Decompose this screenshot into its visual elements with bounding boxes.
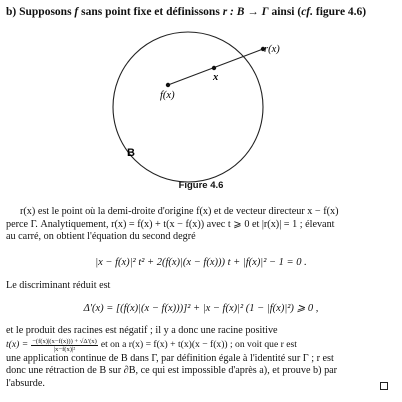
para3-line4: donc une rétraction de B sur ∂B, ce qui est impossible d'après a), et prouve b) par: [6, 365, 338, 377]
label-x: x: [213, 72, 219, 83]
intro-line: b) Supposons f sans point fixe et définissons r : B → Γ ainsi (cf. figure 4.6): [6, 6, 367, 18]
figure-caption: Figure 4.6: [178, 180, 224, 191]
para1-line2: perce Γ. Analytiquement, r(x) = f(x) + t(x − f(x)) avec t ⩾ 0 et |r(x)| = 1 ; élevant: [6, 218, 335, 230]
para3-line5: l'absurde.: [6, 378, 396, 391]
para1-line3: au carré, on obtient l'équation du second degré: [6, 231, 196, 243]
qed-square-icon: [380, 382, 388, 390]
para1-line1: r(x) est le point où la demi-droite d'origine f(x) et de vecteur directeur x − f(x): [20, 206, 339, 217]
paragraph-1: [6, 206, 396, 244]
label-r: r(x): [264, 44, 280, 55]
para3-line1: et le produit des racines est négatif ; il y a donc une racine positive: [6, 325, 278, 336]
fraction-denominator: |x−f(x)|²: [53, 345, 76, 353]
point-f: [166, 83, 170, 87]
equation-2: Δ′(x) = [(f(x)|(x − f(x)))]² + |x − f(x)|² (1 − |f(x)|²) ⩾ 0 ,: [83, 303, 319, 314]
paragraph-3: [6, 325, 396, 390]
label-f: f(x): [160, 90, 175, 101]
para3-line3: une application continue de B dans Γ, par définition égale à l'identité sur Γ ; r est: [6, 352, 334, 364]
para3-line2: t(x) = $\frac{-(f(x)|(x-f(x))) + √\Delta'(x)}{\text{|x−f(x)|²}}$ et on a r(x) = f(x) + t(x)(x − f(x)) ; on voit que r est: [6, 337, 297, 353]
label-B: B: [127, 147, 135, 159]
fraction: [31, 338, 98, 353]
fraction-numerator: −(f(x)|(x−f(x))) + √Δ′(x): [32, 337, 97, 345]
equation-1: |x − f(x)|² t² + 2(f(x)|(x − f(x))) t + |f(x)|² − 1 = 0 .: [95, 257, 307, 268]
paragraph-2: Le discriminant réduit est: [6, 280, 111, 291]
point-x: [212, 66, 216, 70]
unit-circle: [113, 32, 263, 182]
